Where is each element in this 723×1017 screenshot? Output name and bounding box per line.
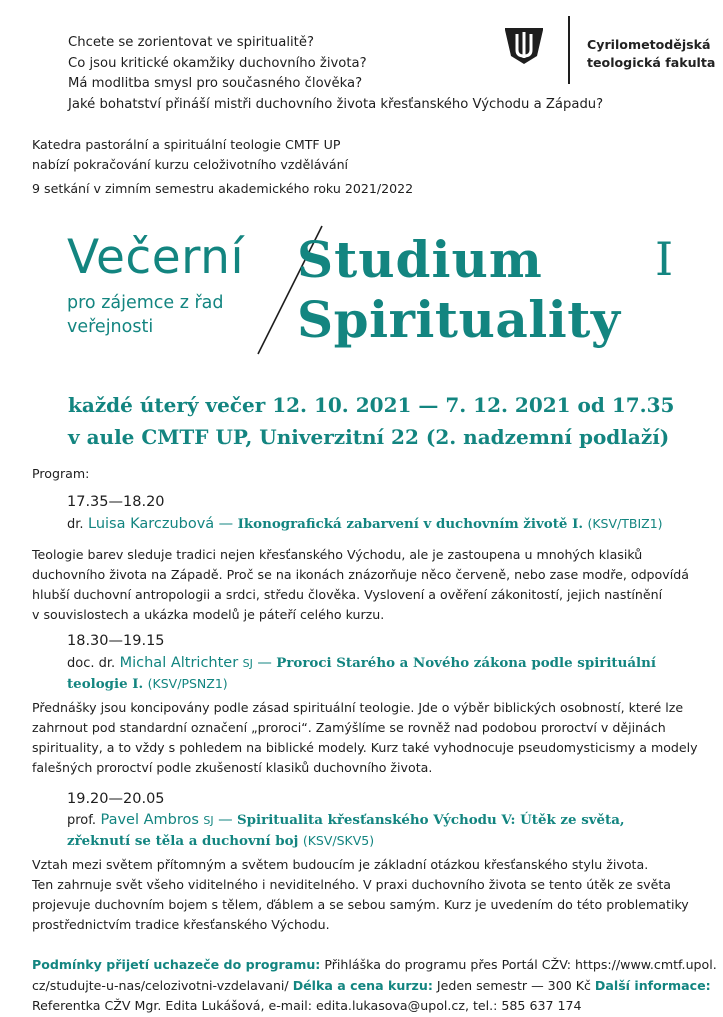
lecture-title-cont: teologie I. (67, 676, 144, 692)
footer-info (32, 955, 717, 1017)
course-continuation-line: nabízí pokračování kurzu celoživotního vzdělávání (32, 156, 349, 172)
admission-text: Přihláška do programu přes Portál CŽV: https://www.cmtf.upol. (320, 957, 717, 972)
course-code: (KSV/SKV5) (302, 833, 375, 848)
logo-divider (568, 16, 570, 84)
desc-line: prostřednictvím tradice křesťanského Východu. (32, 917, 330, 932)
lecture-time: 19.20—20.05 (67, 791, 165, 807)
lecture-description (32, 855, 697, 935)
lecturer-name: Michal Altrichter (119, 655, 239, 671)
desc-line: falešných proroctví podle zkušeností klasiků duchovního života. (32, 760, 433, 775)
schedule-dates: každé úterý večer 12. 10. 2021 — 7. 12. 2021 od 17.35 (68, 393, 675, 417)
contact-text: Referentka CŽV Mgr. Edita Lukášová, e-mail: edita.lukasova@upol.cz, tel.: 585 637 174 (32, 998, 582, 1013)
footer-line (32, 976, 717, 997)
title-spirituality: Spirituality (297, 290, 621, 349)
subtitle-line2: veřejnosti (67, 317, 154, 337)
heading-dash: — (218, 812, 233, 828)
schedule-venue: v aule CMTF UP, Univerzitní 22 (2. nadzemní podlaží) (68, 425, 670, 449)
desc-line: Ten zahrnuje svět všeho viditelného i neviditelného. V praxi duchovního života se tento útěk ze světa (32, 877, 672, 892)
lecture-title-cont: zřeknutí se těla a duchovní boj (67, 833, 299, 849)
lecturer-title: doc. dr. (67, 656, 116, 671)
desc-line: Přednášky jsou koncipovány podle zásad spirituální teologie. Jde o výběr biblických osobností, které lze (32, 700, 684, 715)
department-line: Katedra pastorální a spirituální teologie CMTF UP (32, 137, 341, 152)
program-label: Program: (32, 466, 90, 481)
lecturer-name: Luisa Karczubová (88, 516, 215, 532)
title-evening: Večerní (67, 230, 245, 285)
admission-label: Podmínky přijetí uchazeče do programu: (32, 957, 321, 972)
faculty-name (587, 36, 715, 71)
lecture-title: Ikonografická zabarvení v duchovním životě I. (237, 516, 584, 532)
desc-line: duchovního života na Západě. Proč se na ikonách znázorňuje něco červeně, nebo zase modře, odpovídá (32, 567, 689, 582)
semester-info: 9 setkání v zimním semestru akademického roku 2021/2022 (32, 181, 414, 196)
desc-line: v souvislostech a ukázka modelů je páteří celého kurzu. (32, 607, 385, 622)
subtitle-line1: pro zájemce z řad (67, 293, 224, 313)
course-code: (KSV/TBIZ1) (587, 516, 663, 531)
admission-url-cont: cz/studujte-u-nas/celozivotni-vzdelavani/ (32, 977, 293, 993)
desc-line: zahrnout pod standardní označení „proroci“. Zamýšlíme se rovněž nad podobou proroctví v dějinách (32, 720, 666, 735)
heading-dash: — (218, 516, 234, 532)
question-line: Chcete se zorientovat ve spiritualitě? (68, 35, 314, 50)
lecturer-order: SJ (203, 814, 214, 827)
lecturer-order: SJ (242, 657, 253, 670)
desc-line: projevuje duchovním bojem s tělem, ďáblem a se sebou samým. Kurz je uvedením do této problematiky (32, 897, 689, 912)
lecture-title: Spiritualita křesťanského Východu V: Útěk ze světa, (237, 812, 625, 828)
upol-shield-icon (503, 26, 545, 66)
contact-label: Další informace: (594, 977, 711, 993)
schedule-info (68, 389, 674, 453)
lecture-time: 18.30—19.15 (67, 633, 165, 649)
lecture-heading (67, 653, 707, 694)
desc-line: hlubší duchovní antropologii a srdci, středu člověka. Vyslovení a ověření zákonitostí, jejich nastínění (32, 587, 663, 602)
course-code: (KSV/PSNZ1) (147, 676, 228, 691)
duration-label: Délka a cena kurzu: (292, 977, 433, 993)
title-subtitle (67, 291, 224, 339)
footer-line (32, 955, 717, 976)
lecturer-title: prof. (67, 813, 97, 828)
desc-line: spirituality, a to vždy s pohledem na biblické modely. Kurz také vyhodnocuje pseudomysticismy a modely (32, 740, 698, 755)
lecture-description (32, 698, 697, 778)
desc-line: Teologie barev sleduje tradici nejen křesťanského Východu, ale je zastoupena u mnohých klasiků (32, 547, 643, 562)
question-line: Jaké bohatství přináší mistři duchovního života křesťanského Východu a Západu? (68, 96, 604, 112)
lecturer-title: dr. (67, 517, 84, 532)
lecture-time: 17.35—18.20 (67, 494, 165, 510)
question-line: Má modlitba smysl pro současného člověka? (68, 76, 363, 91)
question-line: Co jsou kritické okamžiky duchovního života? (68, 55, 367, 71)
lecture-heading (67, 810, 707, 851)
department-intro (32, 135, 348, 174)
title-studium: Studium (297, 230, 543, 289)
lecturer-name: Pavel Ambros (100, 812, 199, 828)
duration-text: Jeden semestr — 300 Kč (432, 977, 595, 993)
lecture-title: Proroci Starého a Nového zákona podle spirituální (276, 655, 656, 671)
lecture-heading (67, 514, 707, 535)
faculty-name-line2: teologická fakulta (587, 54, 716, 70)
heading-dash: — (257, 655, 272, 671)
title-roman-numeral: I (655, 232, 674, 286)
faculty-name-line1: Cyrilometodějská (587, 37, 711, 52)
lecture-description (32, 545, 697, 625)
desc-line: Vztah mezi světem přítomným a světem budoucím je základní otázkou křesťanského stylu života. (32, 857, 649, 872)
